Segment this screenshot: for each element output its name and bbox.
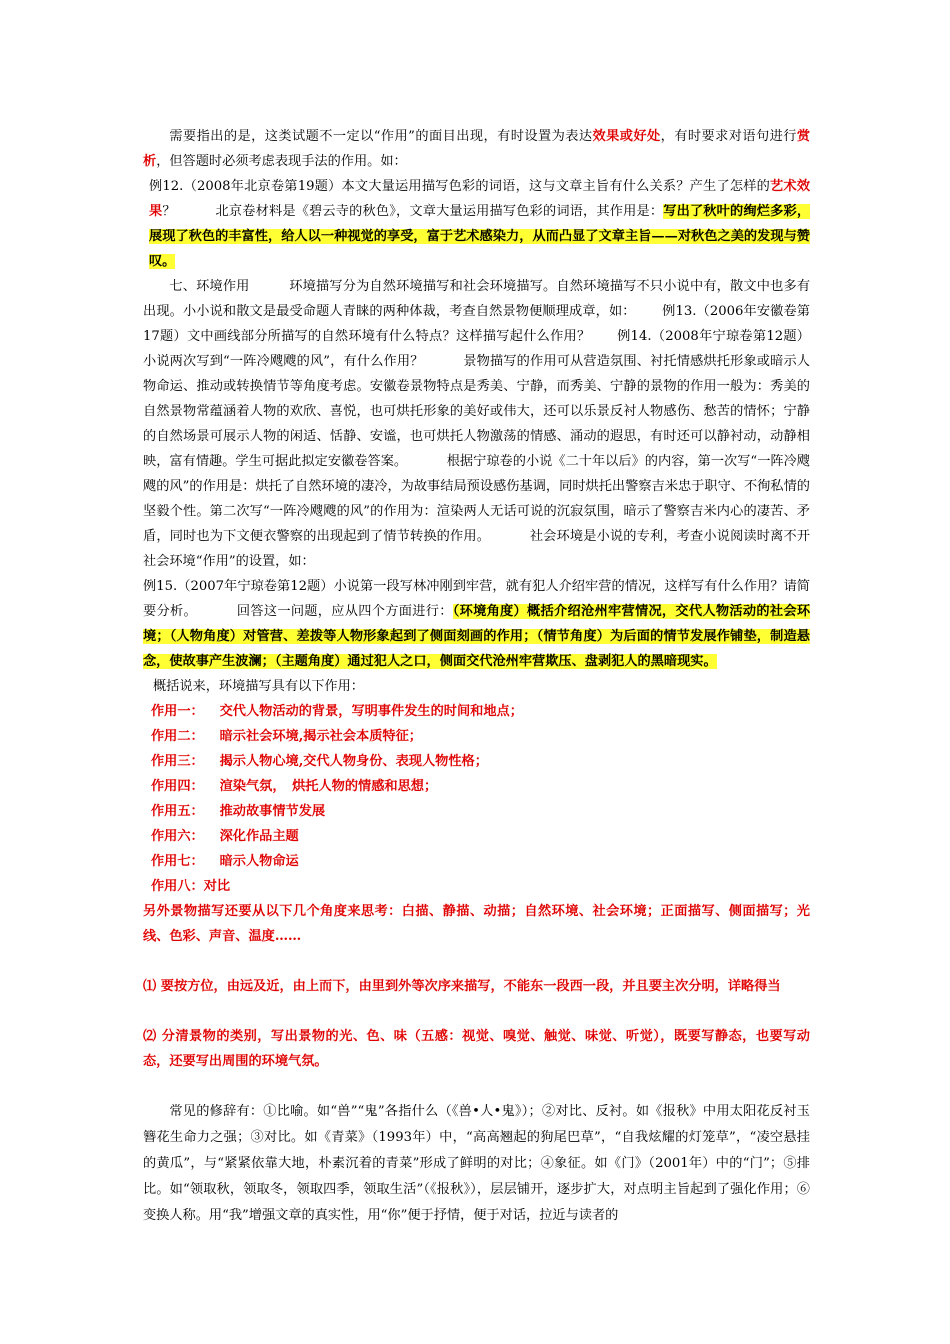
tip-order: ⑴ 要按方位，由远及近，由上而下，由里到外等次序来描写，不能东一段西一段，并且要主次分明，详略得当 (143, 979, 781, 994)
example-15-lead: 回答这一问题，应从四个方面进行： (236, 604, 453, 619)
function-item (143, 699, 810, 724)
function-text: 揭示人物心境,交代人物身份、表现人物性格； (219, 754, 488, 769)
angles-paragraph: 另外景物描写还要从以下几个角度来思考：白描、静描、动描；自然环境、社会环境；正面描写、侧面描写；光线、色彩、声音、温度…… (143, 904, 810, 944)
text-run: ？ (162, 204, 176, 219)
function-text: 暗示人物命运 (219, 854, 299, 869)
social-environment-intro: 社会环境是小说的专利，考查小说阅读时离不开社会环境“作用”的设置，如： (143, 529, 811, 569)
example-14-question: 例14.（2008年宁琼卷第12题）小说两次写到“一阵冷飕飕的风”，有什么作用？ (143, 329, 810, 369)
text-run: ，有时要求对语句进行 (660, 129, 797, 144)
example-14-answer: 根据宁琼卷的小说《二十年以后》的内容，第一次写“一阵冷飕飕的风”的作用是：烘托了自然环境的凄冷，为故事结局预设感伤基调，同时烘托出警察吉米忠于职守、不徇私情的坚毅个性。第二次写“一阵冷飕飕的风”的作用为：渲染两人无话可说的沉寂氛围，暗示了警察吉米内心的凄苦、矛盾，同时也为下文便衣警察的出现起到了情节转换的作用。 (143, 454, 810, 544)
function-text: 暗示社会环境,揭示社会本质特征； (219, 729, 422, 744)
example-12-answer: 写出了秋叶的绚烂多彩，展现了秋色的丰富性，给人以一种视觉的享受，富于艺术感染力，从而凸显了文章主旨——对秋色之美的发现与赞叹。 (149, 204, 811, 269)
function-label: 作用七： (151, 854, 204, 869)
emphasis-appreciation: 赏析 (143, 129, 811, 169)
function-label: 作用一： (151, 704, 204, 719)
environment-section-paragraph (143, 274, 810, 574)
function-label: 作用八： (151, 879, 204, 894)
function-label: 作用四： (151, 779, 204, 794)
example-12-context: 北京卷材料是《碧云寺的秋色》，文章大量运用描写色彩的词语，其作用是： (215, 204, 664, 219)
environment-intro: 环境描写分为自然环境描写和社会环境描写。自然环境描写不只小说中有，散文中也多有出现。小小说和散文是最受命题人青睐的两种体裁，考查自然景物便顺理成章，如： (143, 279, 811, 319)
scenery-function-explanation: 景物描写的作用可从营造氛围、衬托情感烘托形象或暗示人物命运、推动或转换情节等角度考虑。安徽卷景物特点是秀美、宁静，而秀美、宁静的景物的作用一般为：秀美的自然景物常蕴涵着人物的欢欣、喜悦，也可烘托形象的美好或伟大，还可以乐景反衬人物感伤、愁苦的情怀；宁静的自然场景可展示人物的闲适、恬静、安谧，也可烘托人物激荡的情感、涌动的遐思，有时还可以静衬动，动静相映，富有情趣。学生可据此拟定安徽卷答案。 (143, 354, 810, 469)
emphasis-effect: 效果或好处 (592, 129, 661, 144)
summary-line: 概括说来，环境描写具有以下作用： (153, 679, 364, 694)
function-label: 作用二： (151, 729, 204, 744)
example-15-paragraph (143, 574, 810, 674)
section-heading-environment: 七、环境作用 (169, 279, 250, 294)
functions-list (143, 699, 810, 899)
text-run: 需要指出的是，这类试题不一定以“作用”的面目出现，有时设置为表达 (169, 129, 593, 144)
function-text: 交代人物活动的背景，写明事件发生的时间和地点； (219, 704, 523, 719)
example-13-question: 例13.（2006年安徽卷第17题）文中画线部分所描写的自然环境有什么特点？这样描写起什么作用？ (143, 304, 810, 344)
function-text: 渲染气氛， 烘托人物的情感和思想； (219, 779, 438, 794)
example-12-paragraph (143, 174, 810, 274)
function-text: 对比 (203, 879, 231, 894)
function-item (143, 724, 810, 749)
function-item (143, 849, 810, 874)
rhetoric-paragraph: 常见的修辞有：①比喻。如“兽”“鬼”各指什么（《兽•人•鬼》）；②对比、反衬。如《报秋》中用太阳花反衬玉簪花生命力之强；③对比。如《青菜》（1993年）中，“高高翘起的狗尾巴草”，“自我炫耀的灯笼草”，“凌空悬挂的黄瓜”，与“紧紧依靠大地，朴素沉着的青菜”形成了鲜明的对比；④象征。如《门》（2001年）中的“门”；⑤排比。如“领取秋，领取冬，领取四季，领取生活”（《报秋》），层层铺开，逐步扩大，对点明主旨起到了强化作用；⑥变换人称。用“我”增强文章的真实性，用“你”便于抒情，便于对话，拉近与读者的 (143, 1104, 810, 1223)
example-12-question: 例12.（2008年北京卷第19题）本文大量运用描写色彩的词语，这与文章主旨有什么关系？产生了怎样的 (149, 179, 771, 194)
function-item (143, 799, 810, 824)
function-item (143, 824, 810, 849)
function-label: 作用六： (151, 829, 204, 844)
emphasis-artistic-effect: 艺术效果 (149, 179, 811, 219)
example-15-question: 例15.（2007年宁琼卷第12题）小说第一段写林冲刚到牢营，就有犯人介绍牢营的情况，这样写有什么作用？请简要分析。 (143, 579, 810, 619)
function-label: 作用五： (151, 804, 204, 819)
intro-paragraph (143, 124, 810, 174)
function-item (143, 774, 810, 799)
function-item (143, 749, 810, 774)
function-label: 作用三： (151, 754, 204, 769)
tip-categories: ⑵ 分清景物的类别，写出景物的光、色、味（五感：视觉、嗅觉、触觉、味觉、听觉），既要写静态，也要写动态，还要写出周围的环境气氛。 (143, 1029, 810, 1069)
function-item (143, 874, 810, 899)
text-run: ，但答题时必须考虑表现手法的作用。如： (156, 154, 407, 169)
example-15-answer: （环境角度）概括介绍沧州牢营情况，交代人物活动的社会环境；（人物角度）对管营、差拨等人物形象起到了侧面刻画的作用；（情节角度）为后面的情节发展作铺垫，制造悬念，使故事产生波澜；（主题角度）通过犯人之口，侧面交代沧州牢营欺压、盘剥犯人的黑暗现实。 (143, 604, 811, 669)
function-text: 深化作品主题 (219, 829, 299, 844)
function-text: 推动故事情节发展 (219, 804, 326, 819)
